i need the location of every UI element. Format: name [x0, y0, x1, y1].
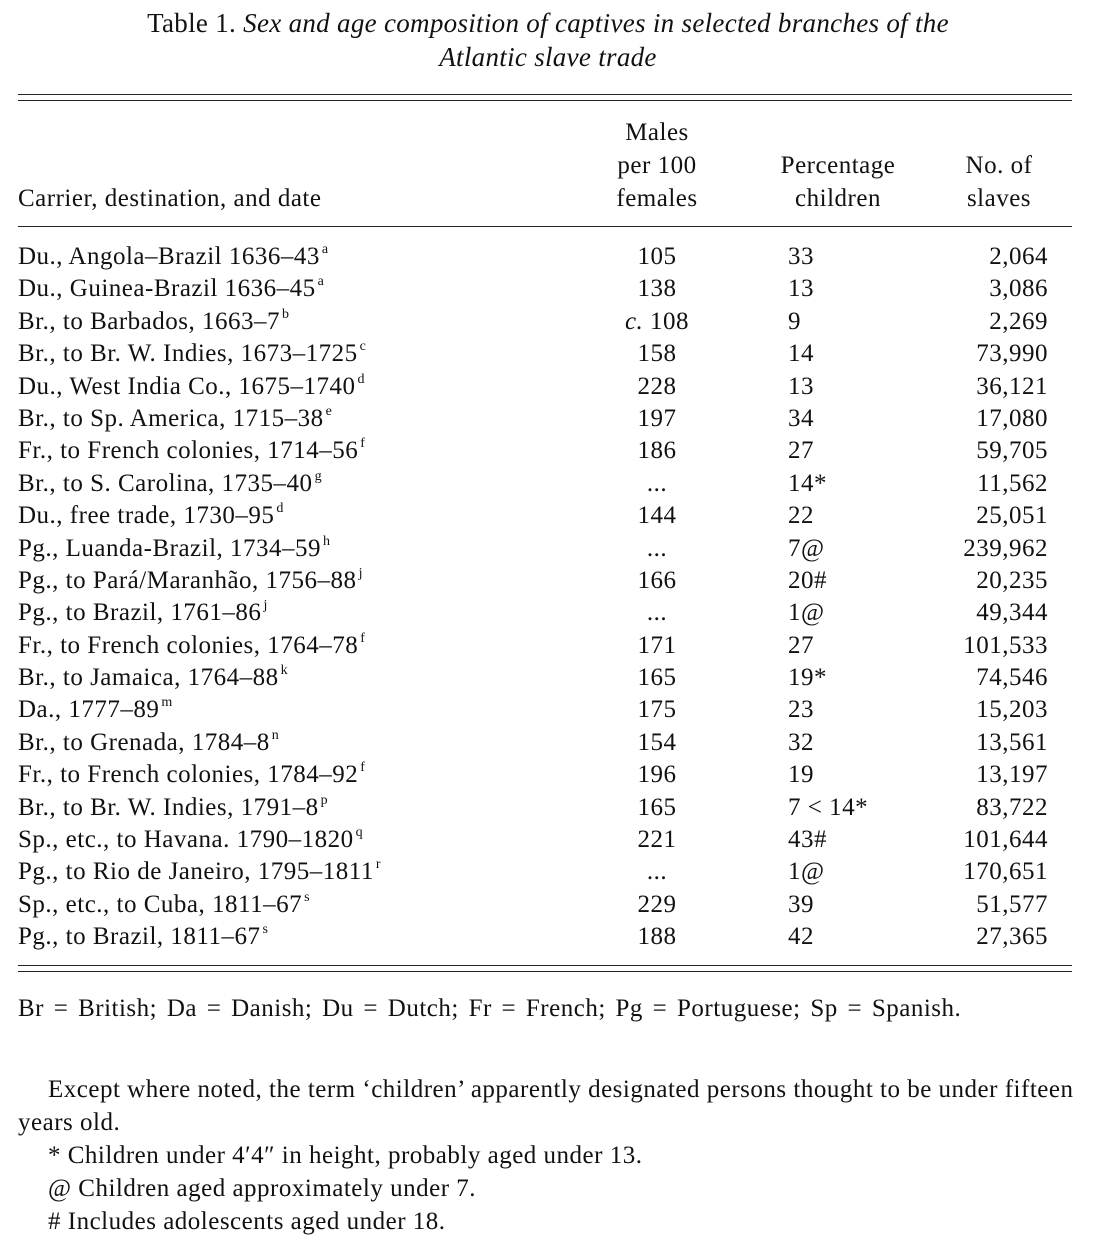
cell-males-per-100-females	[578, 533, 736, 565]
males-value: 158	[637, 340, 677, 368]
table-row	[18, 306, 1072, 338]
cell-males-per-100-females	[578, 662, 736, 694]
cell-males-per-100-females	[578, 792, 736, 824]
cell-carrier	[18, 727, 279, 759]
males-value: 221	[637, 826, 677, 854]
source-note-marker: g	[314, 468, 323, 484]
source-note-marker: q	[355, 825, 364, 841]
males-value: 144	[637, 502, 677, 530]
cell-males-per-100-females	[578, 694, 736, 726]
cell-percentage-children: 34	[788, 404, 814, 432]
source-note-marker: a	[317, 274, 325, 290]
cell-carrier	[18, 921, 268, 953]
cell-percentage-children: 14	[788, 340, 814, 368]
table-row	[18, 565, 1072, 597]
top-rule-lower	[18, 100, 1072, 101]
cell-number-of-slaves: 51,577	[976, 890, 1048, 918]
cell-carrier	[18, 241, 329, 273]
table-row	[18, 403, 1072, 435]
males-value: 165	[637, 793, 677, 821]
cell-carrier	[18, 403, 332, 435]
carrier-text: Pg., to Brazil, 1761–86	[18, 599, 262, 627]
approximate-prefix: c.	[624, 307, 644, 335]
males-value: ...	[646, 534, 668, 562]
cell-carrier	[18, 597, 268, 629]
cell-number-of-slaves: 170,651	[963, 858, 1048, 886]
cell-percentage-children: 27	[788, 437, 814, 465]
cell-males-per-100-females	[578, 435, 736, 467]
males-value: ...	[646, 858, 668, 886]
table-row	[18, 338, 1072, 370]
carrier-text: Br., to Br. W. Indies, 1791–8	[18, 793, 319, 821]
cell-males-per-100-females	[578, 759, 736, 791]
table-body	[18, 241, 1072, 954]
cell-carrier	[18, 662, 288, 694]
males-value: ...	[646, 469, 668, 497]
table-title-line-2: Atlantic slave trade	[439, 42, 657, 72]
cell-carrier	[18, 338, 366, 370]
carrier-text: Br., to S. Carolina, 1735–40	[18, 469, 313, 497]
males-value: 175	[637, 696, 677, 724]
cell-males-per-100-females	[578, 500, 736, 532]
carrier-text: Fr., to French colonies, 1714–56	[18, 437, 359, 465]
cell-carrier	[18, 468, 322, 500]
males-value: 105	[637, 243, 677, 270]
header-males-line-3: females	[616, 185, 698, 212]
source-note-marker: a	[321, 242, 329, 257]
header-rule	[18, 226, 1072, 227]
cell-number-of-slaves: 20,235	[976, 566, 1048, 594]
table-row	[18, 500, 1072, 532]
cell-number-of-slaves: 2,064	[989, 243, 1048, 270]
carrier-text: Da., 1777–89	[18, 696, 160, 724]
males-value: 196	[637, 761, 677, 789]
carrier-text: Du., Angola–Brazil 1636–43	[18, 243, 320, 270]
cell-carrier	[18, 306, 290, 338]
cell-number-of-slaves: 17,080	[976, 404, 1048, 432]
table-row	[18, 241, 1072, 273]
header-carrier: Carrier, destination, and date	[18, 185, 322, 212]
header-slaves-line-2: slaves	[966, 185, 1032, 212]
header-children	[752, 149, 924, 215]
cell-percentage-children: 22	[788, 502, 814, 530]
carrier-text: Du., West India Co., 1675–1740	[18, 372, 356, 400]
carrier-text: Br., to Barbados, 1663–7	[18, 307, 280, 335]
source-note-marker: d	[276, 501, 284, 517]
cell-number-of-slaves: 36,121	[976, 372, 1048, 400]
cell-number-of-slaves: 13,561	[976, 728, 1048, 756]
cell-males-per-100-females	[578, 371, 736, 403]
source-note-marker: f	[360, 436, 366, 452]
carrier-text: Du., free trade, 1730–95	[18, 502, 275, 530]
table-row	[18, 371, 1072, 403]
bottom-rule-lower	[18, 971, 1072, 972]
cell-percentage-children: 14*	[788, 469, 827, 497]
cell-percentage-children: 7@	[788, 534, 825, 562]
cell-carrier	[18, 792, 328, 824]
cell-percentage-children: 9	[788, 307, 801, 335]
cell-carrier	[18, 889, 310, 921]
cell-number-of-slaves: 74,546	[976, 664, 1048, 692]
footnote-hash: # Includes adolescents aged under 18.	[48, 1208, 446, 1235]
cell-males-per-100-females	[578, 403, 736, 435]
source-note-marker: s	[262, 922, 269, 938]
source-note-marker: r	[375, 857, 382, 873]
cell-percentage-children: 43#	[788, 826, 827, 854]
top-rule-upper	[18, 94, 1072, 95]
males-value: 154	[637, 728, 677, 756]
source-note-marker: m	[161, 695, 173, 711]
cell-percentage-children: 19	[788, 761, 814, 789]
cell-carrier	[18, 371, 365, 403]
cell-males-per-100-females	[578, 630, 736, 662]
children-definition-note: Except where noted, the term ‘children’ apparently designated persons thought to be under fifteen years old.	[18, 1076, 1074, 1136]
table-row	[18, 273, 1072, 305]
source-note-marker: d	[357, 371, 366, 387]
table-row	[18, 468, 1072, 500]
cell-number-of-slaves: 101,533	[963, 631, 1048, 659]
cell-males-per-100-females	[578, 727, 736, 759]
cell-carrier	[18, 533, 331, 565]
males-value: 166	[637, 566, 677, 594]
cell-percentage-children: 19*	[788, 664, 827, 692]
cell-carrier	[18, 565, 363, 597]
table-row	[18, 921, 1072, 953]
cell-males-per-100-females	[578, 241, 736, 273]
cell-carrier	[18, 630, 365, 662]
cell-percentage-children: 20#	[788, 566, 827, 594]
carrier-text: Sp., etc., to Cuba, 1811–67	[18, 890, 303, 918]
cell-percentage-children: 1@	[788, 599, 825, 627]
carrier-text: Br., to Sp. America, 1715–38	[18, 404, 324, 432]
table-row	[18, 694, 1072, 726]
cell-number-of-slaves: 101,644	[963, 826, 1048, 854]
cell-carrier	[18, 273, 324, 305]
table-row	[18, 759, 1072, 791]
source-note-marker: c	[359, 339, 367, 355]
source-note-marker: j	[263, 598, 268, 614]
source-note-marker: j	[358, 565, 363, 581]
cell-males-per-100-females	[578, 597, 736, 629]
cell-percentage-children: 39	[788, 890, 814, 918]
cell-males-per-100-females	[578, 824, 736, 856]
males-value: 108	[650, 307, 690, 335]
table-row	[18, 856, 1072, 888]
cell-carrier	[18, 759, 365, 791]
cell-number-of-slaves: 11,562	[977, 469, 1048, 497]
cell-number-of-slaves: 15,203	[976, 696, 1048, 724]
explanatory-notes	[18, 1073, 1076, 1238]
cell-males-per-100-females	[578, 273, 736, 305]
table-row	[18, 727, 1072, 759]
cell-percentage-children: 13	[788, 372, 814, 400]
cell-number-of-slaves: 239,962	[963, 534, 1048, 562]
males-value: 228	[637, 372, 677, 400]
table-row	[18, 630, 1072, 662]
carrier-text: Br., to Jamaica, 1764–88	[18, 664, 279, 692]
cell-percentage-children: 7 < 14*	[788, 793, 869, 821]
carrier-text: Pg., Luanda-Brazil, 1734–59	[18, 534, 322, 562]
males-value: 197	[637, 404, 677, 432]
cell-carrier	[18, 500, 284, 532]
source-note-marker: e	[325, 403, 333, 419]
caption-line-1	[0, 6, 1096, 40]
source-note-marker: k	[280, 663, 289, 679]
header-males-line-1: Males	[625, 119, 689, 146]
cell-number-of-slaves: 25,051	[976, 502, 1048, 530]
cell-number-of-slaves: 3,086	[989, 275, 1048, 303]
header-children-line-2: children	[795, 185, 881, 212]
abbreviations-note: Br = British; Da = Danish; Du = Dutch; Fr = French; Pg = Portuguese; Sp = Spanish.	[18, 995, 962, 1022]
source-note-marker: h	[323, 533, 331, 549]
cell-percentage-children: 42	[788, 923, 814, 951]
source-note-marker: f	[360, 630, 366, 646]
cell-percentage-children: 13	[788, 275, 814, 303]
carrier-text: Br., to Grenada, 1784–8	[18, 728, 270, 756]
table-row	[18, 533, 1072, 565]
carrier-text: Br., to Br. W. Indies, 1673–1725	[18, 340, 358, 368]
cell-carrier	[18, 435, 365, 467]
header-males	[578, 116, 736, 215]
source-note-marker: n	[271, 727, 280, 743]
cell-percentage-children: 32	[788, 728, 814, 756]
cell-males-per-100-females	[578, 565, 736, 597]
table-row	[18, 792, 1072, 824]
cell-males-per-100-females	[578, 338, 736, 370]
carrier-text: Pg., to Brazil, 1811–67	[18, 923, 261, 951]
cell-males-per-100-females	[578, 856, 736, 888]
cell-percentage-children: 23	[788, 696, 814, 724]
footnote-at-sign: @ Children aged approximately under 7.	[48, 1175, 477, 1202]
males-value: 171	[637, 631, 677, 659]
males-value: 138	[637, 275, 677, 303]
header-children-line-1: Percentage	[780, 152, 896, 179]
cell-number-of-slaves: 59,705	[976, 437, 1048, 465]
carrier-text: Fr., to French colonies, 1784–92	[18, 761, 359, 789]
table-row	[18, 662, 1072, 694]
cell-males-per-100-females	[578, 306, 736, 338]
males-value: 165	[637, 664, 677, 692]
header-slaves-line-1: No. of	[965, 152, 1033, 179]
table-label: Table 1.	[147, 8, 237, 38]
cell-carrier	[18, 694, 173, 726]
table-row	[18, 824, 1072, 856]
footnote-asterisk: * Children under 4′4″ in height, probably aged under 13.	[48, 1142, 643, 1169]
carrier-text: Pg., to Rio de Janeiro, 1795–1811	[18, 858, 374, 886]
source-note-marker: s	[304, 889, 311, 905]
males-value: 188	[637, 923, 677, 951]
carrier-text: Fr., to French colonies, 1764–78	[18, 631, 359, 659]
cell-number-of-slaves: 73,990	[976, 340, 1048, 368]
table-row	[18, 597, 1072, 629]
males-value: 186	[637, 437, 677, 465]
males-value: ...	[646, 599, 668, 627]
cell-percentage-children: 33	[788, 243, 814, 270]
cell-males-per-100-females	[578, 889, 736, 921]
cell-carrier	[18, 824, 363, 856]
cell-percentage-children: 27	[788, 631, 814, 659]
source-note-marker: p	[320, 792, 329, 808]
cell-percentage-children: 1@	[788, 858, 825, 886]
bottom-rule-upper	[18, 965, 1072, 966]
carrier-text: Pg., to Pará/Maranhão, 1756–88	[18, 566, 357, 594]
header-males-line-2: per 100	[617, 152, 697, 179]
cell-males-per-100-females	[578, 921, 736, 953]
males-value: 229	[637, 890, 677, 918]
table-caption	[0, 6, 1096, 74]
cell-number-of-slaves: 27,365	[976, 923, 1048, 951]
cell-number-of-slaves: 2,269	[989, 307, 1048, 335]
cell-carrier	[18, 856, 381, 888]
source-note-marker: f	[360, 760, 366, 776]
cell-number-of-slaves: 13,197	[976, 761, 1048, 789]
carrier-text: Du., Guinea-Brazil 1636–45	[18, 275, 316, 303]
cell-males-per-100-females	[578, 468, 736, 500]
carrier-text: Sp., etc., to Havana. 1790–1820	[18, 826, 354, 854]
cell-number-of-slaves: 83,722	[976, 793, 1048, 821]
cell-number-of-slaves: 49,344	[976, 599, 1048, 627]
table-row	[18, 435, 1072, 467]
table-title-line-1: Sex and age composition of captives in selected branches of the	[243, 8, 949, 38]
header-slaves	[944, 149, 1054, 215]
source-note-marker: b	[282, 306, 290, 322]
table-row	[18, 889, 1072, 921]
